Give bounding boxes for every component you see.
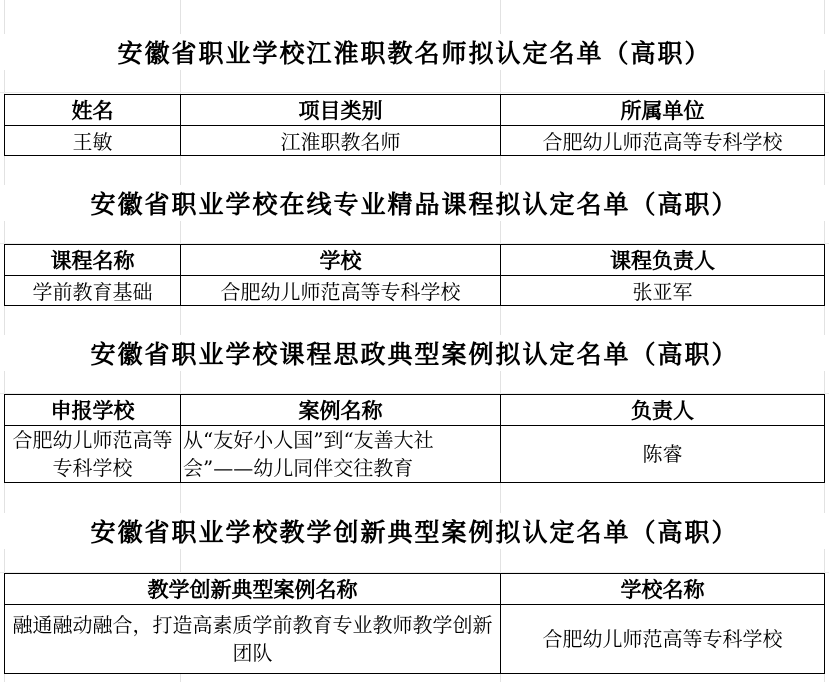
column-header: 案例名称 bbox=[181, 395, 501, 426]
table-cell: 合肥幼儿师范高等专科学校 bbox=[181, 276, 501, 306]
table-cell: 合肥幼儿师范高等专科学校 bbox=[5, 426, 181, 483]
table-header-row bbox=[5, 245, 825, 276]
column-header: 学校 bbox=[181, 245, 501, 276]
table-header-row bbox=[5, 574, 825, 605]
section-title-teaching-innovation: 安徽省职业学校教学创新典型案例拟认定名单（高职） bbox=[0, 513, 829, 549]
table-cell: 学前教育基础 bbox=[5, 276, 181, 306]
table-header-row bbox=[5, 395, 825, 426]
column-header: 学校名称 bbox=[501, 574, 825, 605]
teachers-table bbox=[4, 94, 825, 156]
section-title-courses: 安徽省职业学校在线专业精品课程拟认定名单（高职） bbox=[0, 185, 829, 221]
table-cell: 陈睿 bbox=[501, 426, 825, 483]
table-header-row bbox=[5, 95, 825, 126]
column-header: 课程名称 bbox=[5, 245, 181, 276]
column-header: 申报学校 bbox=[5, 395, 181, 426]
table-cell: 合肥幼儿师范高等专科学校 bbox=[501, 605, 825, 674]
table-row bbox=[5, 276, 825, 306]
column-header: 负责人 bbox=[501, 395, 825, 426]
column-header: 姓名 bbox=[5, 95, 181, 126]
table-cell: 张亚军 bbox=[501, 276, 825, 306]
table-row bbox=[5, 126, 825, 156]
table-cell: 江淮职教名师 bbox=[181, 126, 501, 156]
teaching-innovation-table bbox=[4, 573, 825, 674]
column-header: 项目类别 bbox=[181, 95, 501, 126]
table-cell: 融通融动融合，打造高素质学前教育专业教师教学创新团队 bbox=[5, 605, 501, 674]
ideology-cases-table bbox=[4, 394, 825, 483]
section-title-ideology-cases: 安徽省职业学校课程思政典型案例拟认定名单（高职） bbox=[0, 335, 829, 371]
table-row bbox=[5, 605, 825, 674]
column-header: 教学创新典型案例名称 bbox=[5, 574, 501, 605]
column-header: 所属单位 bbox=[501, 95, 825, 126]
table-cell: 王敏 bbox=[5, 126, 181, 156]
gridline bbox=[0, 92, 829, 93]
table-cell: 从“友好小人国”到“友善大社会”——幼儿同伴交往教育 bbox=[181, 426, 501, 483]
column-header: 课程负责人 bbox=[501, 245, 825, 276]
section-title-teachers: 安徽省职业学校江淮职教名师拟认定名单（高职） bbox=[0, 34, 829, 70]
table-row bbox=[5, 426, 825, 483]
table-cell: 合肥幼儿师范高等专科学校 bbox=[501, 126, 825, 156]
courses-table bbox=[4, 244, 825, 306]
